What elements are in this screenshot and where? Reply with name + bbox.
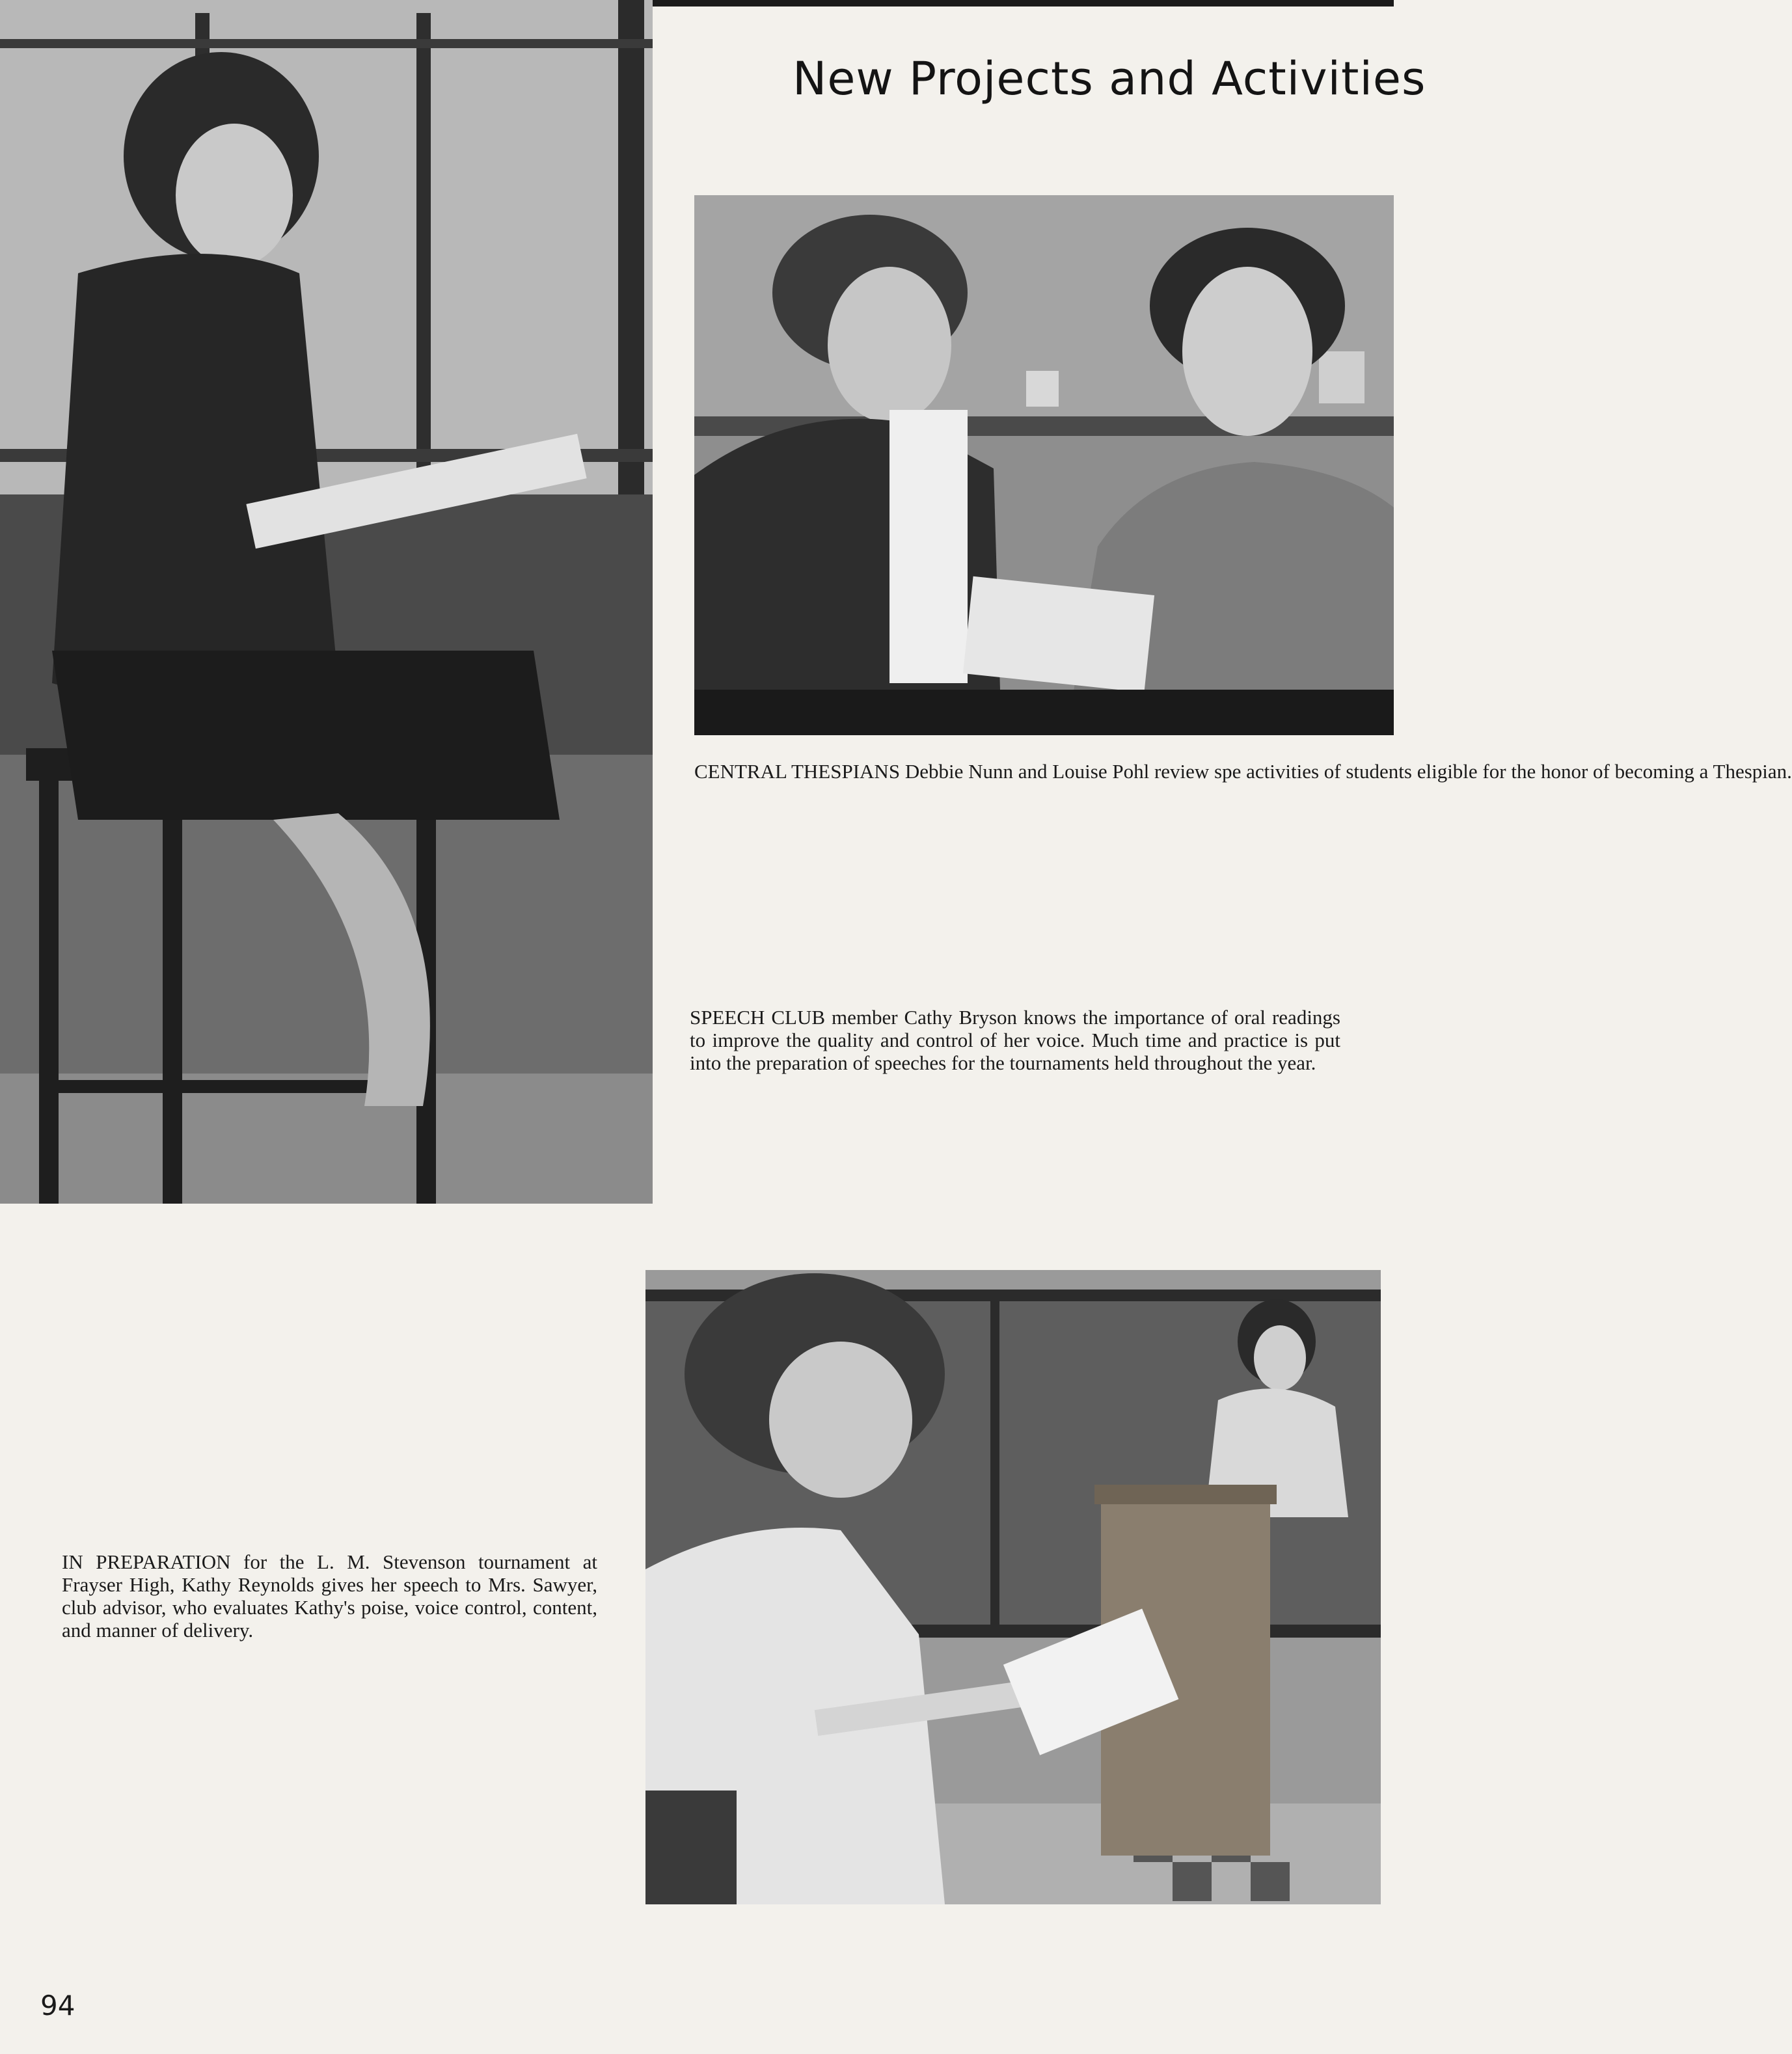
caption-lead: SPEECH CLUB [690, 1006, 826, 1029]
caption-central-thespians [694, 760, 1792, 783]
caption-text: for the L. M. Stevenson tournament at Frayser High, Kathy Reynolds gives her speech to Mrs. Sawyer, club advisor, who evaluates Kathy's poise, voice control, content, and manner of delivery. [62, 1550, 597, 1642]
caption-lead: CENTRAL THESPIANS [694, 760, 901, 783]
caption-text: Debbie Nunn and Louise Pohl review spe activities of students eligible for the honor of becoming a Thespian. [900, 760, 1792, 783]
photo-speech-preparation [645, 1270, 1381, 1904]
photo-central-thespians [694, 195, 1394, 735]
photo-girl-reading-on-stool [0, 0, 653, 1204]
page-number: 94 [40, 1990, 75, 2021]
caption-speech-club [690, 1006, 1340, 1074]
page-title: New Projects and Activities [793, 52, 1426, 105]
caption-in-preparation [62, 1550, 597, 1642]
caption-lead: IN PREPARATION [62, 1550, 231, 1573]
caption-text: member Cathy Bryson knows the importance of oral readings to improve the quality and control of her voice. Much time and practice is put into the preparation of speeches for the tournaments held throughout the year. [690, 1006, 1340, 1074]
